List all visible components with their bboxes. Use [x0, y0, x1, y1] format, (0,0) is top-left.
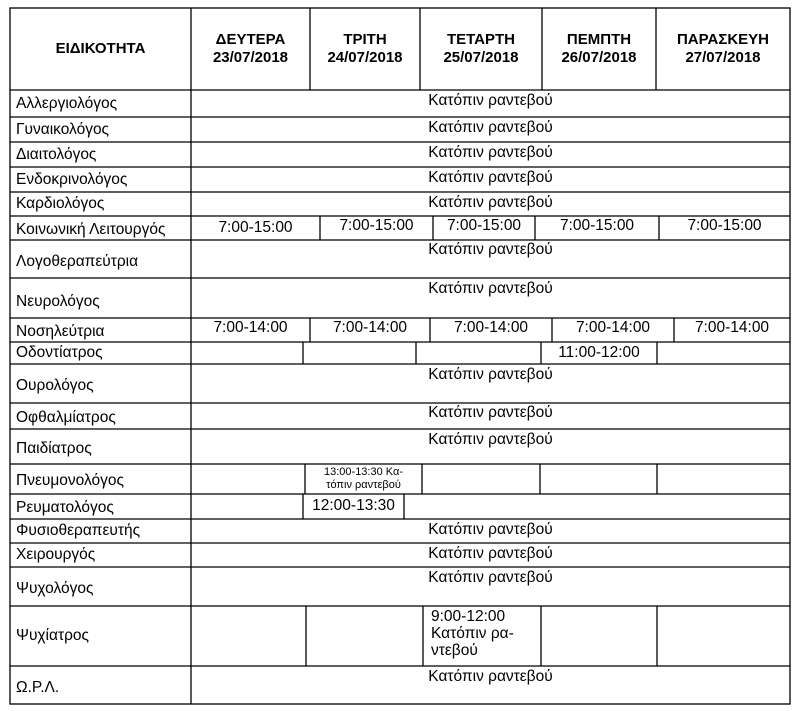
appointment-endokrinologos: Κατόπιν ραντεβού: [428, 169, 553, 186]
day-name: ΤΕΤΑΡΤΗ: [446, 31, 516, 48]
appointment-neurologos: Κατόπιν ραντεβού: [428, 280, 553, 297]
day-name: ΔΕΥΤΕΡΑ: [215, 31, 286, 48]
row-label-psyxologos: Ψυχολόγος: [16, 579, 94, 597]
time-pulmonologist-tue: [305, 466, 422, 492]
header-day-friday: [656, 8, 790, 90]
row-label-kardiologos: Καρδιολόγος: [16, 195, 105, 212]
appointment-kardiologos: Κατόπιν ραντεβού: [428, 194, 553, 211]
row-label-pneumonologos: Πνευμονολόγος: [16, 471, 124, 489]
appointment-ofthalmiatros: Κατόπιν ραντεβού: [428, 404, 553, 421]
row-label-paidiatros: Παιδίατρος: [16, 439, 92, 457]
header-day-wednesday: [420, 8, 542, 90]
time-social-worker-tue: 7:00-15:00: [339, 217, 414, 234]
time-social-worker-thu: 7:00-15:00: [559, 217, 635, 234]
day-date: 25/07/2018: [443, 49, 519, 66]
appointment-paidiatros: Κατόπιν ραντεβού: [428, 431, 553, 448]
time-nurse-tue: 7:00-14:00: [332, 319, 408, 336]
day-date: 23/07/2018: [212, 49, 289, 66]
row-label-ofthalmiatros: Οφθαλμίατρος: [16, 408, 116, 426]
row-label-koinoniki: Κοινωνική Λειτουργός: [16, 220, 166, 238]
appointment-orl: Κατόπιν ραντεβού: [428, 668, 553, 685]
time-line: ντεβού: [431, 642, 478, 659]
time-nurse-thu: 7:00-14:00: [575, 319, 651, 336]
time-psychiatrist-wed: [423, 608, 541, 659]
header-day-monday: [191, 8, 310, 90]
row-label-logotherapeftria: Λογοθεραπεύτρια: [16, 253, 139, 270]
time-nurse-fri: 7:00-14:00: [694, 319, 770, 336]
time-line: 9:00-12:00: [431, 608, 506, 625]
row-label-diaitologos: Διαιτολόγος: [16, 145, 97, 163]
row-label-revmatologos: Ρευματολόγος: [16, 499, 114, 516]
day-date: 24/07/2018: [327, 49, 403, 66]
appointment-ourologos: Κατόπιν ραντεβού: [428, 366, 553, 383]
row-label-odontiatros: Οδοντίατρος: [16, 344, 103, 361]
appointment-xeirourgos: Κατόπιν ραντεβού: [428, 545, 553, 562]
time-line: 13:00-13:30 Κα-: [324, 466, 403, 478]
row-label-neurologos: Νευρολόγος: [16, 293, 100, 310]
appointment-logotherapeftria: Κατόπιν ραντεβού: [428, 241, 553, 258]
row-label-orl: Ω.Ρ.Λ.: [16, 679, 60, 696]
time-nurse-wed: 7:00-14:00: [453, 319, 529, 336]
row-label-fysiotherapeftis: Φυσιοθεραπευτής: [16, 522, 141, 539]
time-nurse-mon: 7:00-14:00: [213, 319, 288, 336]
row-label-nosileftria: Νοσηλεύτρια: [16, 322, 105, 340]
day-date: 27/07/2018: [685, 49, 761, 66]
row-label-endokrinologos: Ενδοκρινολόγος: [16, 170, 128, 188]
appointment-psyxologos: Κατόπιν ραντεβού: [428, 569, 553, 586]
appointment-diaitologos: Κατόπιν ραντεβού: [428, 144, 553, 161]
row-label-gynaikologos: Γυναικολόγος: [16, 120, 110, 138]
day-name: ΤΡΙΤΗ: [343, 31, 387, 48]
appointment-gynaikologos: Κατόπιν ραντεβού: [428, 119, 553, 136]
row-label-ourologos: Ουρολόγος: [16, 376, 94, 394]
time-social-worker-mon: 7:00-15:00: [218, 219, 293, 236]
header-specialty: ΕΙΔΙΚΟΤΗΤΑ: [55, 40, 146, 57]
time-line: Κατόπιν ρα-: [431, 625, 514, 642]
header-day-tuesday: [310, 8, 420, 90]
time-dentist-thu: 11:00-12:00: [558, 344, 640, 361]
time-social-worker-fri: 7:00-15:00: [687, 217, 762, 234]
day-date: 26/07/2018: [561, 49, 637, 66]
row-label-psyxiatros: Ψυχίατρος: [16, 627, 89, 644]
row-label-xeirourgos: Χειρουργός: [16, 546, 96, 563]
time-social-worker-wed: 7:00-15:00: [446, 217, 522, 234]
row-label-allergiologos: Αλλεργιολόγος: [16, 94, 118, 112]
day-name: ΠΕΜΠΤΗ: [566, 31, 632, 48]
time-line: τόπιν ραντεβού: [326, 479, 401, 491]
time-rheumatologist-tue: 12:00-13:30: [312, 497, 395, 514]
day-name: ΠΑΡΑΣΚΕΥΗ: [676, 31, 770, 48]
appointment-fysiotherapeftis: Κατόπιν ραντεβού: [428, 521, 553, 538]
appointment-allergiologos: Κατόπιν ραντεβού: [428, 92, 553, 109]
header-day-thursday: [542, 8, 656, 90]
